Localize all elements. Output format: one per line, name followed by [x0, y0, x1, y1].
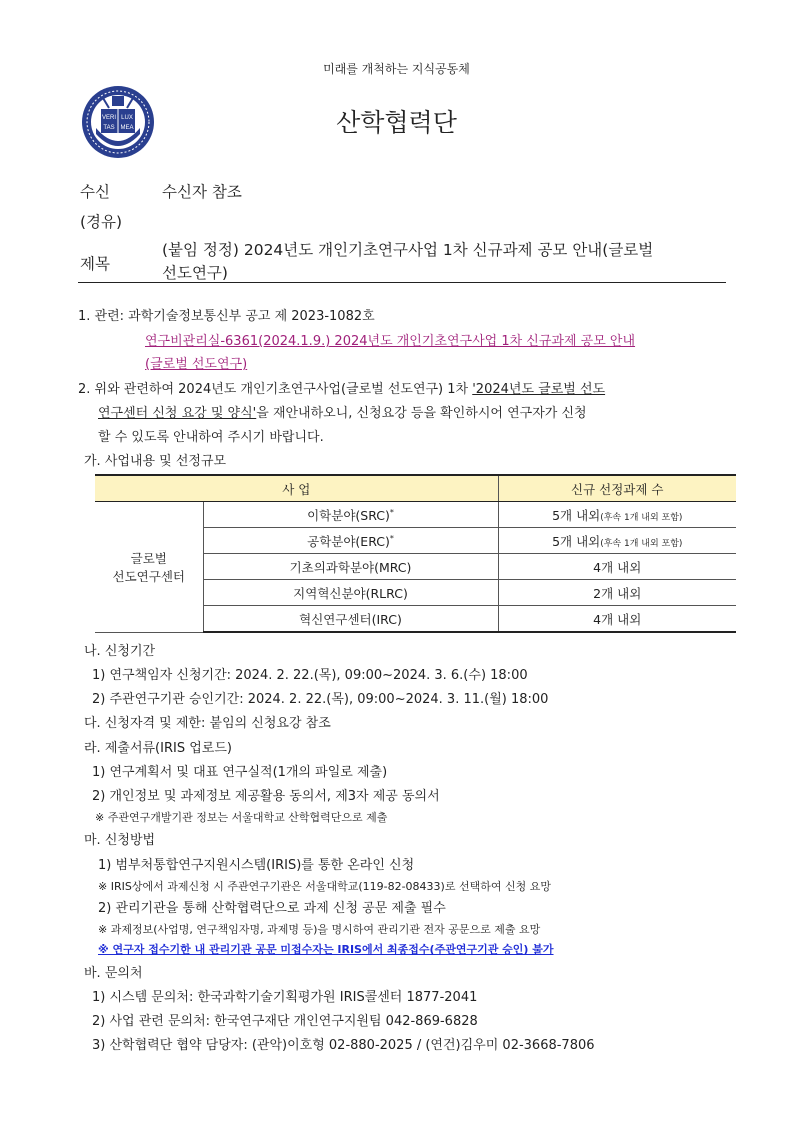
subject-line-1: (붙임 정정) 2024년도 개인기초연구사업 1차 신규과제 공모 안내(글로벌 — [162, 241, 654, 259]
subject-label: 제목 — [80, 255, 110, 273]
recipient-value: 수신자 참조 — [162, 183, 242, 201]
contact-office: 3) 산학협력단 협약 담당자: (관악)이호형 02-880-2025 / (연건)김우미 02-3668-7806 — [92, 1038, 595, 1053]
slogan: 미래를 개척하는 지식공동체 — [323, 62, 470, 76]
related-link-line-1[interactable]: 연구비관리실-6361(2024.1.9.) 2024년도 개인기초연구사업 1차 신규과제 공모 안내 — [145, 334, 636, 349]
paragraph-2-text-2: 을 재안내하오니, 신청요강 등을 확인하시어 연구자가 신청 — [256, 406, 587, 421]
logo-text-tas: TAS — [103, 125, 115, 131]
business-name: 이학분야(SRC)* — [203, 502, 498, 528]
col-business-header: 사 업 — [95, 475, 498, 502]
section-na-item-1: 1) 연구책임자 신청기간: 2024. 2. 22.(목), 09:00~2024. 3. 6.(수) 18:00 — [92, 668, 528, 683]
logo-text-mea: MEA — [120, 125, 134, 131]
section-ra-item-2: 2) 개인정보 및 과제정보 제공활용 동의서, 제3자 제공 동의서 — [92, 789, 440, 804]
count-cell: 2개 내외 — [498, 580, 736, 606]
section-ba-heading: 바. 문의처 — [84, 966, 143, 981]
section-ma-item-1: 1) 범부처통합연구지원시스템(IRIS)를 통한 온라인 신청 — [98, 858, 415, 873]
section-ma-heading: 마. 신청방법 — [84, 833, 156, 848]
contact-system: 1) 시스템 문의처: 한국과학기술기획평가원 IRIS콜센터 1877-2041 — [92, 990, 478, 1005]
section-ra-item-1: 1) 연구계획서 및 대표 연구실적(1개의 파일로 제출) — [92, 765, 388, 780]
section-ma-note-2: ※ 과제정보(사업명, 연구책임자명, 과제명 등)을 명시하여 관리기관 전자 공문으로 제출 요망 — [98, 923, 541, 936]
section-ra-note: ※ 주관연구개발기관 정보는 서울대학교 산학협력단으로 제출 — [95, 811, 388, 824]
guideline-link-part-1[interactable]: '2024년도 글로벌 선도 — [472, 382, 606, 397]
via-label: (경유) — [80, 213, 123, 231]
header-divider — [78, 282, 726, 283]
selection-table — [95, 474, 736, 633]
paragraph-2-line-1 — [78, 378, 605, 397]
contact-business: 2) 사업 관련 문의처: 한국연구재단 개인연구지원팀 042-869-6828 — [92, 1014, 478, 1029]
section-na-heading: 나. 신청기간 — [84, 644, 156, 659]
count-cell: 5개 내외(후속 1개 내외 포함) — [498, 502, 736, 528]
section-ga-heading: 가. 사업내용 및 선정규모 — [84, 454, 227, 469]
business-name: 혁신연구센터(IRC) — [203, 606, 498, 633]
section-na-item-2: 2) 주관연구기관 승인기간: 2024. 2. 22.(목), 09:00~2024. 3. 11.(월) 18:00 — [92, 692, 549, 707]
organization-name: 산학협력단 — [336, 108, 457, 137]
group-line-1: 글로벌 — [130, 550, 167, 566]
group-cell — [95, 502, 203, 633]
col-count-header: 신규 선정과제 수 — [498, 475, 736, 502]
count-cell: 5개 내외(후속 1개 내외 포함) — [498, 528, 736, 554]
guideline-link-part-2[interactable]: 연구센터 신청 요강 및 양식' — [98, 406, 257, 421]
paragraph-2-text: 2. 위와 관련하여 2024년도 개인기초연구사업(글로벌 선도연구) 1차 — [78, 382, 473, 397]
section-ma-warning: ※ 연구자 접수기한 내 관리기관 공문 미접수자는 IRIS에서 최종접수(주관연구기관 승인) 불가 — [98, 943, 554, 956]
count-cell: 4개 내외 — [498, 554, 736, 580]
count-cell: 4개 내외 — [498, 606, 736, 633]
related-link-line-2[interactable]: (글로벌 선도연구) — [145, 357, 248, 372]
table-row — [95, 502, 736, 528]
paragraph-2-line-3: 할 수 있도록 안내하여 주시기 바랍니다. — [98, 430, 324, 445]
subject-line-2: 선도연구) — [162, 264, 228, 282]
section-ma-item-2: 2) 관리기관을 통해 산학협력단으로 과제 신청 공문 제출 필수 — [98, 901, 446, 916]
section-ra-heading: 라. 제출서류(IRIS 업로드) — [84, 741, 232, 756]
group-line-2: 선도연구센터 — [112, 568, 185, 584]
section-da-heading: 다. 신청자격 및 제한: 붙임의 신청요강 참조 — [84, 716, 331, 731]
business-name: 지역혁신분야(RLRC) — [203, 580, 498, 606]
business-name: 기초의과학분야(MRC) — [203, 554, 498, 580]
paragraph-2-line-2 — [98, 402, 587, 421]
section-ma-note-1: ※ IRIS상에서 과제신청 시 주관연구기관은 서울대학교(119-82-08433)로 선택하여 신청 요망 — [98, 880, 551, 893]
related-item: 1. 관련: 과학기술정보통신부 공고 제 2023-1082호 — [78, 309, 375, 324]
business-name: 공학분야(ERC)* — [203, 528, 498, 554]
logo-text-lux: LUX — [121, 115, 133, 121]
logo-text-veri: VERI — [101, 115, 117, 121]
recipient-label: 수신 — [80, 183, 110, 201]
